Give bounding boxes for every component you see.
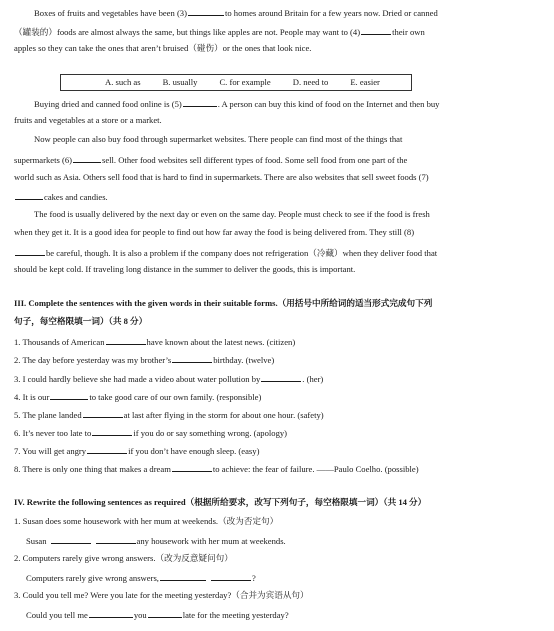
answer-line: Susan any housework with her mum at weekends.	[26, 536, 286, 546]
section-3-title-cont: 句子，每空格限填一词）（共 8 分）	[14, 316, 148, 326]
answer-line: Could you tell me you late for the meeting yesterday?	[26, 610, 289, 620]
answer-blank[interactable]	[89, 608, 133, 618]
question-item: 3. I could hardly believe she had made a video about water pollution by . (her)	[14, 374, 324, 384]
answer-blank-3[interactable]	[188, 6, 224, 16]
passage-line: （罐装的）foods are almost always the same, but things like apples are not. People may want to (4) their own	[14, 27, 425, 37]
answer-blank[interactable]	[172, 353, 212, 363]
option-c: C. for example	[219, 77, 271, 88]
question-item: 2. Computers rarely give wrong answers.（改为反意疑问句）	[14, 553, 233, 563]
passage-line: cakes and candies.	[14, 190, 108, 203]
passage-line: world such as Asia. Others sell food that is hard to find in supermarkets. There are also websites that sell sweet foods (7)	[14, 172, 429, 182]
answer-blank[interactable]	[160, 571, 206, 581]
passage-line: should be kept cold. If traveling long distance in the summer to deliver the goods, this is important.	[14, 264, 356, 274]
passage-line: Boxes of fruits and vegetables have been (3) to homes around Britain for a few years now. Dried or canned	[34, 8, 438, 18]
question-item: 4. It is our to take good care of our own family. (responsible)	[14, 392, 262, 402]
answer-blank[interactable]	[50, 390, 88, 400]
question-item: 2. The day before yesterday was my brother’s birthday. (twelve)	[14, 355, 275, 365]
answer-blank-6[interactable]	[73, 153, 101, 163]
question-item: 8. There is only one thing that makes a dream to achieve: the fear of failure. ——Paulo Coelho. (possible)	[14, 464, 419, 474]
passage-line: apples so they can take the ones that aren’t bruised（碰伤）or the ones that look nice.	[14, 43, 312, 53]
question-item: 3. Could you tell me? Were you late for the meeting yesterday?（合并为宾语从句）	[14, 590, 309, 600]
answer-blank-8[interactable]	[15, 246, 45, 256]
answer-blank[interactable]	[172, 462, 212, 472]
passage-line: Now people can also buy food through supermarket websites. There people can find most of the things that	[34, 134, 403, 144]
answer-blank[interactable]	[87, 444, 127, 454]
passage-line: Buying dried and canned food online is (5) . A person can buy this kind of food on the Internet and then buy	[34, 99, 440, 109]
question-item: 1. Susan does some housework with her mum at weekends.（改为否定句）	[14, 516, 279, 526]
answer-blank[interactable]	[83, 408, 123, 418]
answer-line: Computers rarely give wrong answers, ?	[26, 573, 256, 583]
answer-blank[interactable]	[92, 426, 132, 436]
option-a: A. such as	[105, 77, 141, 88]
answer-blank-7[interactable]	[15, 190, 43, 200]
answer-blank[interactable]	[211, 571, 251, 581]
word-options-box	[60, 74, 412, 91]
passage-line: fruits and vegetables at a store or a market.	[14, 115, 162, 125]
question-item: 5. The plane landed at last after flying in the storm for about one hour. (safety)	[14, 410, 324, 420]
answer-blank-4[interactable]	[361, 25, 391, 35]
section-4-title: IV. Rewrite the following sentences as required（根据所给要求，改写下列句子，每空格限填一词）（共 14 分）	[14, 497, 427, 507]
passage-line: supermarkets (6) sell. Other food websites sell different types of food. Some sell food from one part of the	[14, 155, 408, 165]
answer-blank[interactable]	[261, 372, 301, 382]
answer-blank[interactable]	[96, 534, 136, 544]
option-e: E. easier	[350, 77, 380, 88]
passage-line: The food is usually delivered by the next day or even on the same day. People must check to see if the food is fresh	[34, 209, 430, 219]
option-b: B. usually	[162, 77, 198, 88]
section-3-title: III. Complete the sentences with the given words in their suitable forms.（用括号中所给词的适当形式完成句下列	[14, 298, 433, 308]
question-item: 7. You will get angry if you don’t have enough sleep. (easy)	[14, 446, 260, 456]
question-item: 6. It’s never too late to if you do or say something wrong. (apology)	[14, 428, 288, 438]
passage-line: be careful, though. It is also a problem if the company does not refrigeration（冷藏）when they deliver food that	[14, 246, 437, 259]
option-d: D. need to	[292, 77, 329, 88]
answer-blank[interactable]	[51, 534, 91, 544]
answer-blank-5[interactable]	[183, 97, 217, 107]
passage-line: when they get it. It is a good idea for people to find out how far away the food is being delivered from. They still (8)	[14, 227, 415, 237]
answer-blank[interactable]	[148, 608, 182, 618]
question-item: 1. Thousands of American have known about the latest news. (citizen)	[14, 337, 296, 347]
answer-blank[interactable]	[106, 335, 146, 345]
